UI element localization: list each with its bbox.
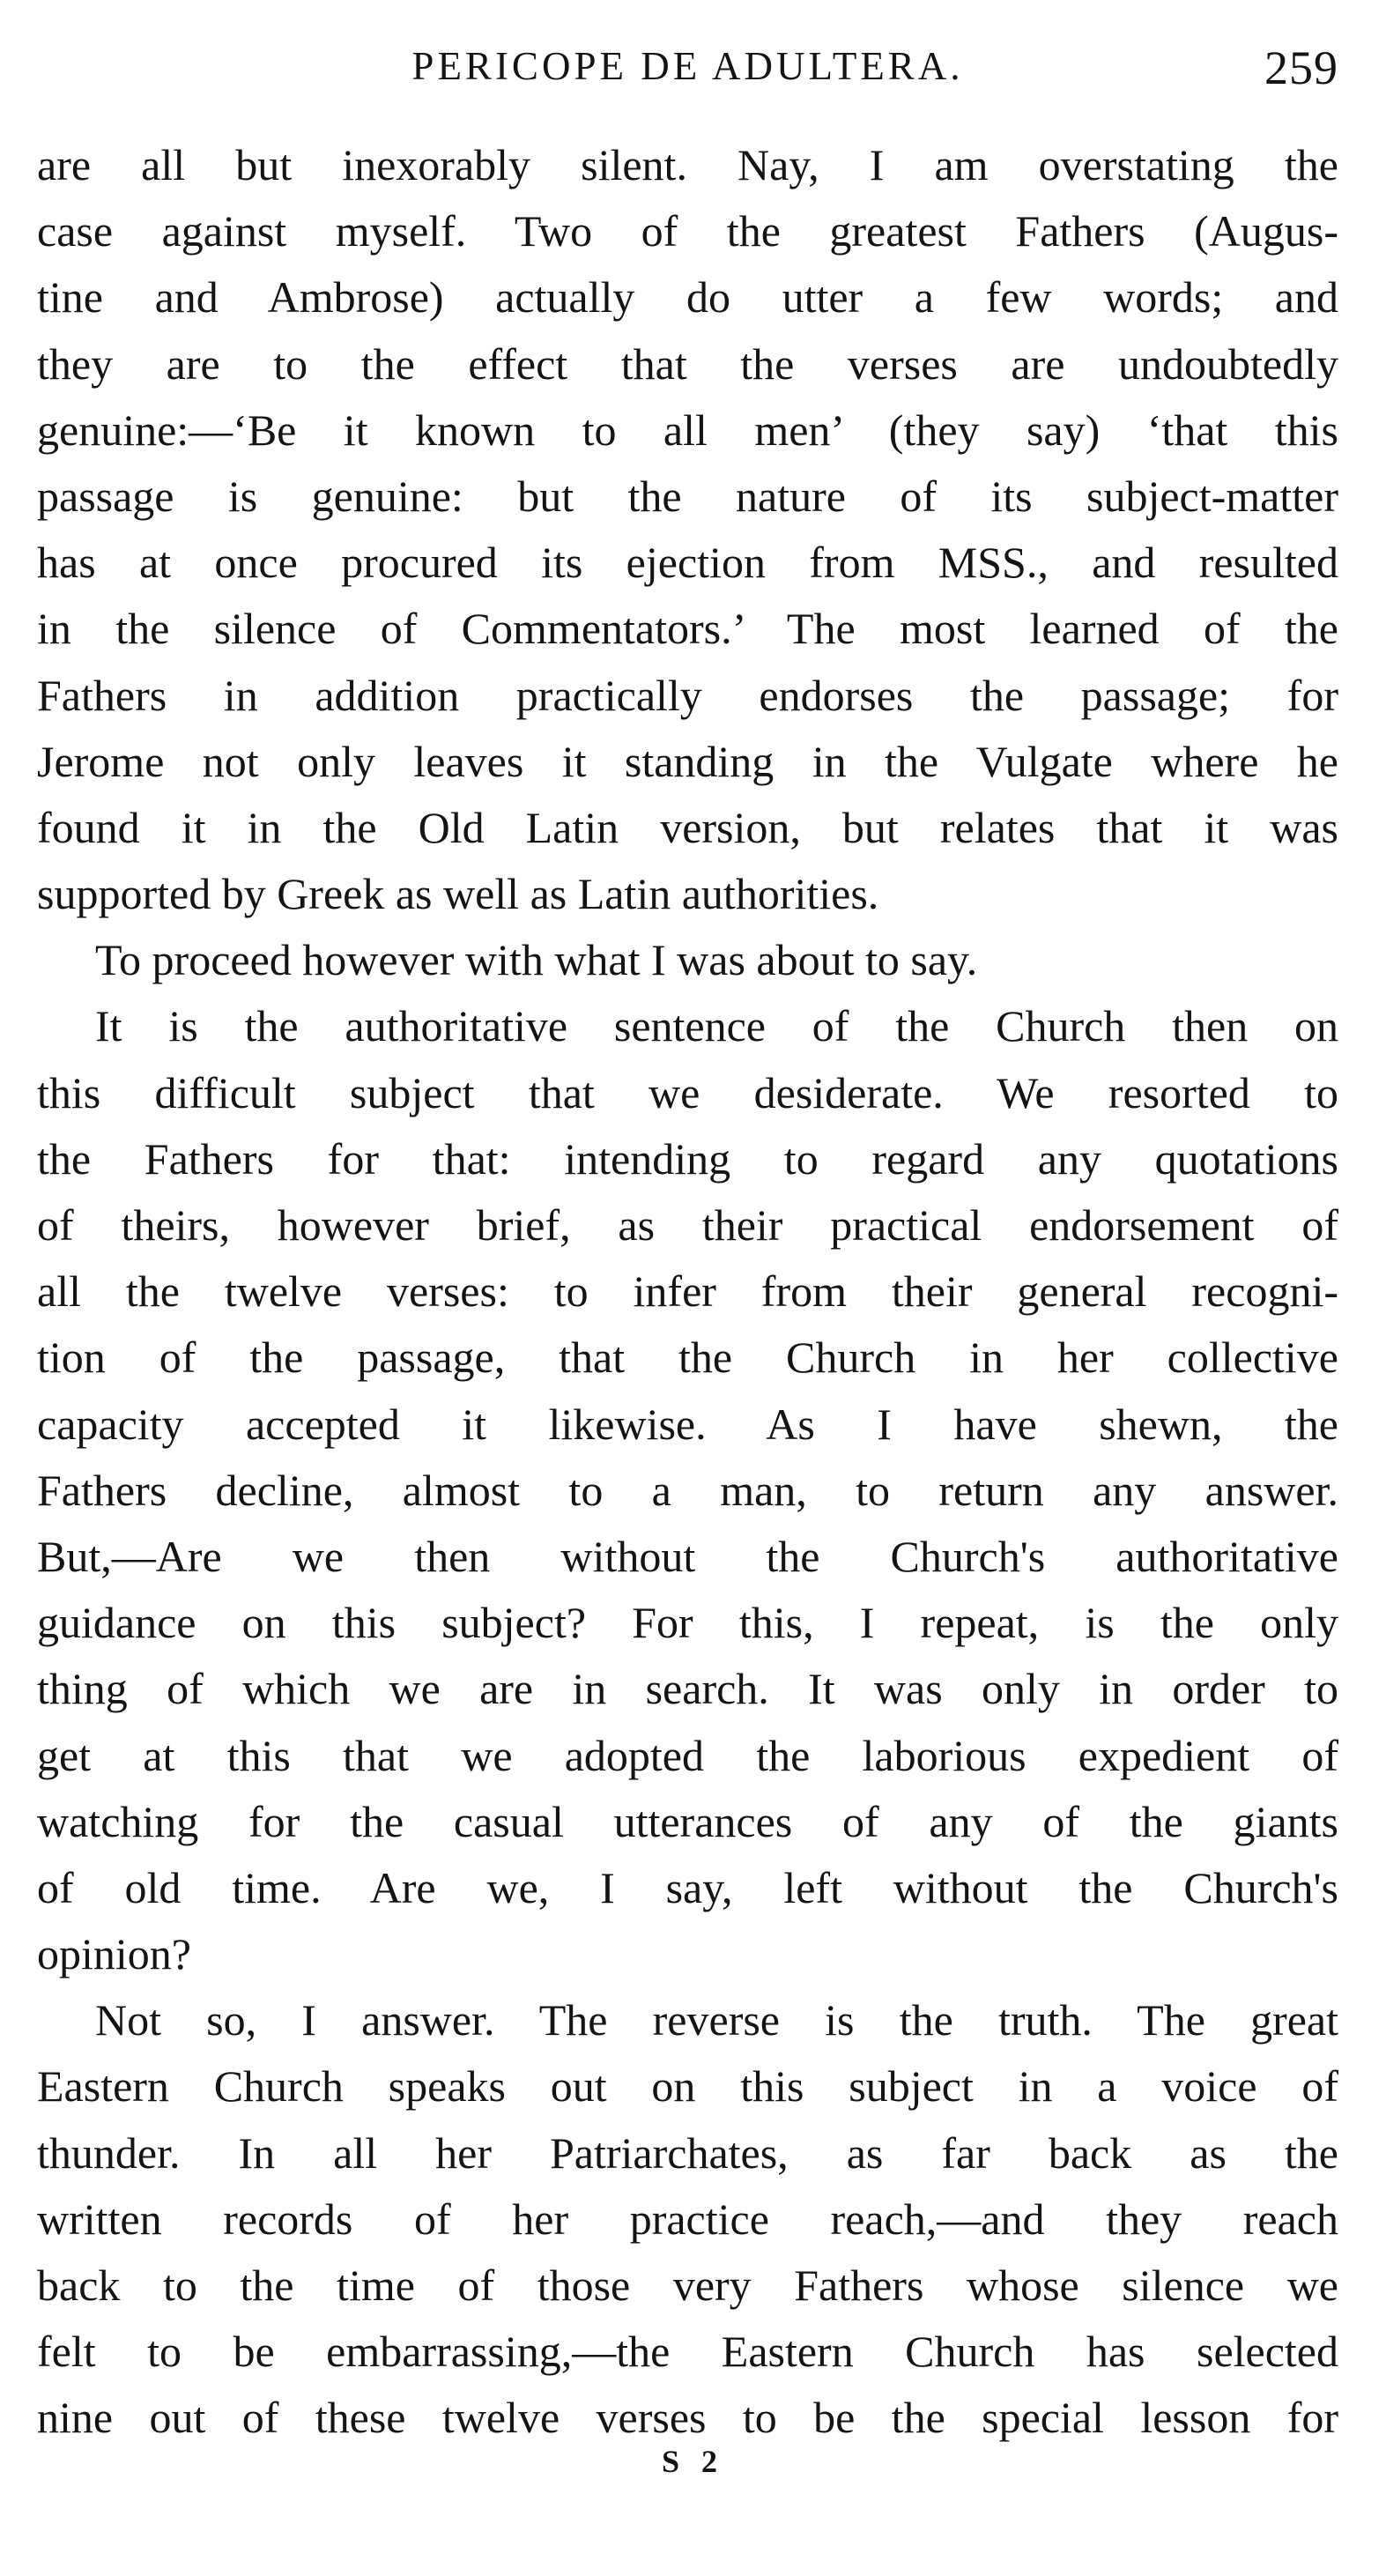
text-line: supported by Greek as well as Latin authorities. (37, 869, 879, 919)
text-line: back to the time of those very Fathers whose silence we (37, 2260, 1338, 2310)
paragraph (37, 993, 1338, 1987)
text-line: Fathers decline, almost to a man, to return any answer. (37, 1465, 1338, 1515)
text-line: this difficult subject that we desiderate. We resorted to (37, 1067, 1338, 1117)
text-line: guidance on this subject? For this, I repeat, is the only (37, 1598, 1338, 1648)
text-line: in the silence of Commentators.’ The most learned of the (37, 604, 1338, 654)
running-title: PERICOPE DE ADULTERA. (411, 44, 964, 88)
text-line: of theirs, however brief, as their practical endorsement of (37, 1200, 1338, 1250)
text-line: nine out of these twelve verses to be the special lesson for (37, 2393, 1338, 2443)
text-line: thing of which we are in search. It was only in order to (37, 1664, 1338, 1714)
text-line: watching for the casual utterances of any of the giants (37, 1796, 1338, 1846)
text-line: written records of her practice reach,—and they reach (37, 2194, 1338, 2244)
running-head (37, 35, 1338, 97)
text-line: all the twelve verses: to infer from their general recogni- (37, 1266, 1338, 1317)
text-line: But,—Are we then without the Church's authoritative (37, 1531, 1338, 1581)
text-line: thunder. In all her Patriarchates, as far back as the (37, 2127, 1338, 2178)
paragraph (37, 927, 1338, 993)
text-line: the Fathers for that: intending to regard any quotations (37, 1133, 1338, 1184)
text-line: Not so, I answer. The reverse is the truth. The great (95, 1995, 1338, 2045)
text-line: opinion? (37, 1929, 191, 1979)
text-line: passage is genuine: but the nature of its subject-matter (37, 471, 1338, 521)
paragraph (37, 1987, 1338, 2451)
text-line: case against myself. Two of the greatest Fathers (Augus- (37, 206, 1338, 256)
text-line: tion of the passage, that the Church in her collective (37, 1333, 1338, 1383)
text-line: capacity accepted it likewise. As I have shewn, the (37, 1399, 1338, 1449)
text-line: It is the authoritative sentence of the Church then on (95, 1001, 1338, 1051)
text-line: genuine:—‘Be it known to all men’ (they say) ‘that this (37, 405, 1338, 455)
text-line: of old time. Are we, I say, left without the Church's (37, 1862, 1338, 1912)
text-line: felt to be embarrassing,—the Eastern Church has selected (37, 2327, 1338, 2377)
text-line: Eastern Church speaks out on this subject in a voice of (37, 2061, 1338, 2112)
page-number: 259 (1264, 41, 1338, 94)
text-line: To proceed however with what I was about to say. (95, 935, 978, 985)
text-line: has at once procured its ejection from MSS., and resulted (37, 538, 1338, 588)
text-line: found it in the Old Latin version, but relates that it was (37, 802, 1338, 852)
text-line: get at this that we adopted the laborious expedient of (37, 1730, 1338, 1780)
text-line: Jerome not only leaves it standing in the Vulgate where he (37, 736, 1338, 786)
paragraph (37, 132, 1338, 927)
body-text (37, 132, 1338, 2452)
text-line: Fathers in addition practically endorses the passage; for (37, 670, 1338, 720)
text-line: are all but inexorably silent. Nay, I am overstating the (37, 140, 1338, 189)
text-line: they are to the effect that the verses are undoubtedly (37, 338, 1338, 389)
signature-mark: S 2 (661, 2444, 725, 2479)
text-line: tine and Ambrose) actually do utter a few words; and (37, 272, 1338, 323)
